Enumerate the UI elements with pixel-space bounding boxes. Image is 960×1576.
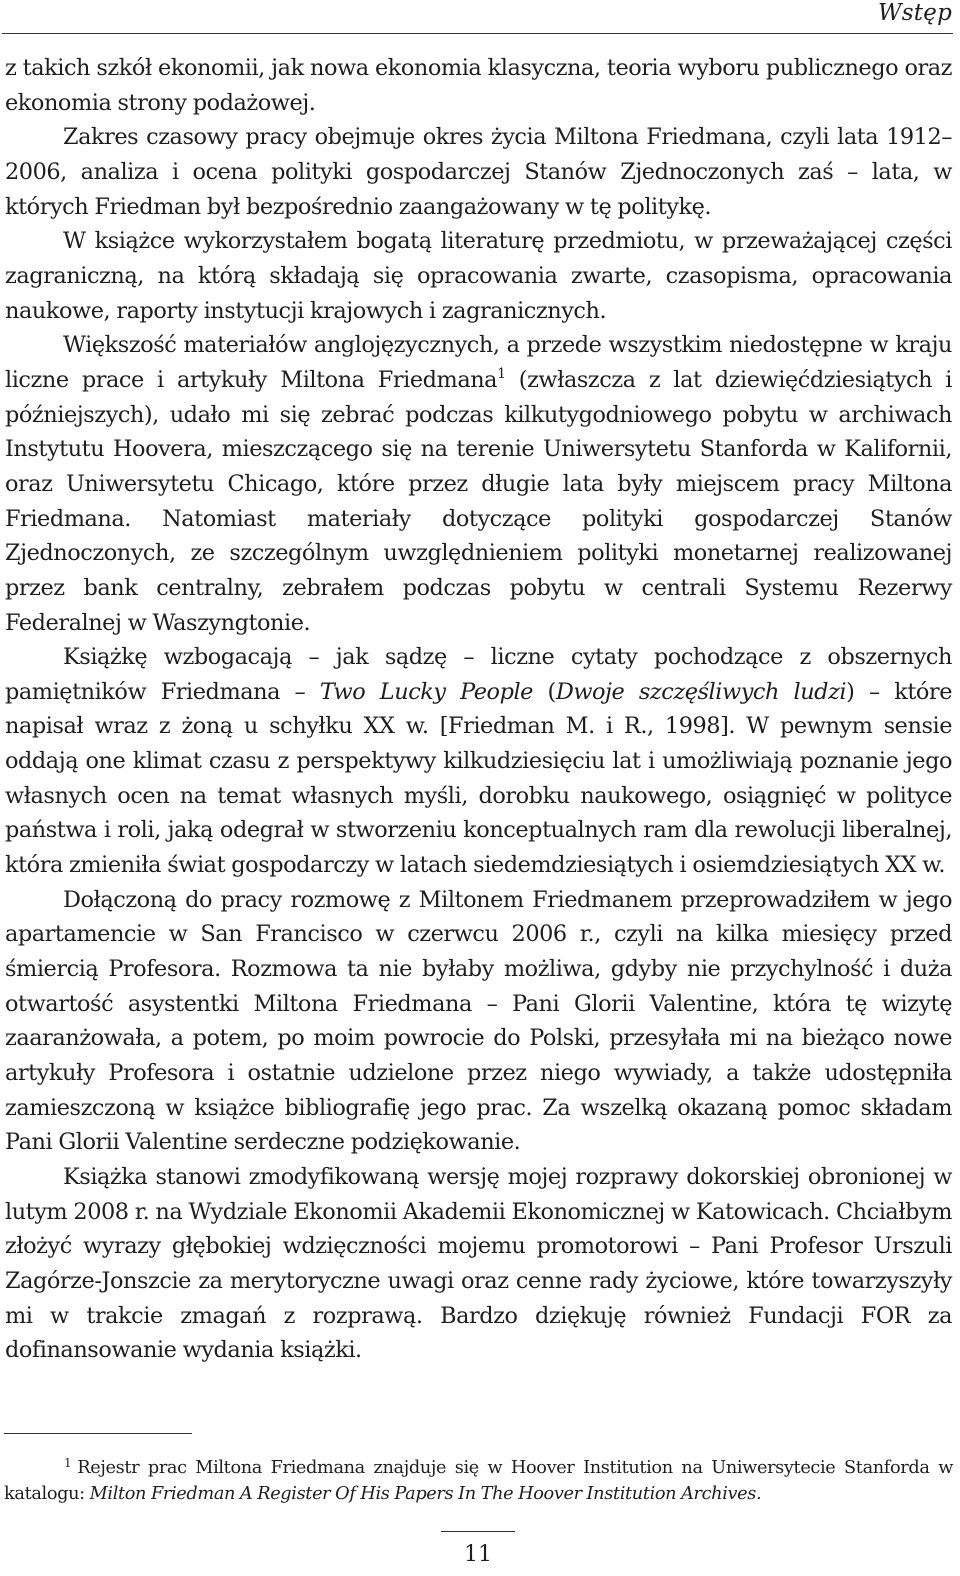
paragraph-continuation: z takich szkół ekonomii, jak nowa ekonomia klasyczna, teoria wyboru publicznego oraz ekonomia strony podażowej. [5,55,952,116]
page-number: 11 [464,1542,492,1567]
page-number-rule [441,1531,515,1532]
paragraph-sources-part-a: Większość materiałów anglojęzycznych, a przede wszystkim niedostępne w kraju liczne prace i artykuły Miltona Friedmana [5,332,952,393]
paragraph-time-scope: Zakres czasowy pracy obejmuje okres życia Miltona Friedmana, czyli lata 1912–2006, analiza i ocena polityki gospodarczej Stanów Zjednoczonych zaś – lata, w których Friedman był bezpośrednio zaangażowany w tę politykę. [5,124,952,220]
running-title: Wstęp [877,0,952,26]
footnote-paragraph [4,1455,953,1507]
footnote-rule [4,1433,192,1434]
memoir-title-polish: Dwoje szczęśliwych ludzi [555,678,847,705]
paragraph-sources-part-b: (zwłaszcza z lat dziewięćdziesiątych i późniejszych), udało mi się zebrać podczas kilkutygodniowego pobytu w archiwach Instytutu Hoovera, mieszczącego się na terenie Uniwersytetu Stanforda w Kalifornii, oraz Uniwersytetu Chicago, które przez długie lata były miejscem pracy Miltona Friedmana. Natomiast materiały dotyczące polityki gospodarczej Stanów Zjednoczonych, ze szczególnym uwzględnieniem polityki monetarnej realizowanej przez bank centralny, zebrałem podczas pobytu w centrali Systemu Rezerwy Federalnej w Waszyngtonie. [5,366,953,636]
footnote-number: 1 [64,1456,72,1470]
footnote-text: Rejestr prac Miltona Friedmana znajduje się w Hoover Institution na Uniwersytecie Stanforda w katalogu: [4,1458,953,1504]
paragraph-acknowledgements: Książka stanowi zmodyfikowaną wersję mojej rozprawy dokorskiej obronionej w lutym 2008 r. na Wydziale Ekonomii Akademii Ekonomicznej w Katowicach. Chciałbym złożyć wyrazy głębokiej wdzięczności mojemu promotorowi – Pani Profesor Urszuli Zagórze-Jonszcie za merytoryczne uwagi oraz cenne rady życiowe, które towarzyszyły mi w trakcie zmagań z rozprawą. Bardzo dziękuję również Fundacji FOR za dofinansowanie wydania książki. [5,1164,952,1364]
paragraph-interview: Dołączoną do pracy rozmowę z Miltonem Friedmanem przeprowadziłem w jego apartamencie w San Francisco w czerwcu 2006 r., czyli na kilka miesięcy przed śmiercią Profesora. Rozmowa ta nie byłaby możliwa, gdyby nie przychylność i duża otwartość asystentki Miltona Friedmana – Pani Glorii Valentine, która tę wizytę zaaranżowała, a potem, po moim powrocie do Polski, przesyłała mi na bieżąco nowe artykuły Profesora i ostatnie udzielone przez niego wywiady, a także udostępniła zamieszczoną w książce bibliografię jego prac. Za wszelką okazaną pomoc składam Pani Glorii Valentine serdeczne podziękowanie. [5,886,952,1156]
header-rule [2,33,953,34]
paragraph-sources [5,328,952,640]
paragraph-memoirs-part-a: Książkę wzbogacają – jak sądzę – liczne cytaty pochodzące z obszernych pamiętników Friedmana – [5,644,952,705]
footnote-catalog-title: Milton Friedman A Register Of His Papers In The Hoover Institution Archives. [89,1484,762,1504]
main-text [5,51,952,1368]
paragraph-memoirs [5,640,952,883]
memoir-title-english: Two Lucky People [319,678,533,705]
footnote [4,1455,953,1507]
paragraph-literature: W książce wykorzystałem bogatą literaturę przedmiotu, w przeważającej części zagraniczną, na którą składają się opracowania zwarte, czasopisma, opracowania naukowe, raporty instytucji krajowych i zagranicznych. [5,228,952,324]
paragraph-memoirs-part-c: ) – które napisał wraz z żoną u schyłku XX w. [Friedman M. i R., 1998]. W pewnym sensie oddają one klimat czasu z perspektywy kilkudziesięciu lat i umożliwiają poznanie jego własnych ocen na temat własnych myśli, dorobku naukowego, osiągnięć w polityce państwa i roli, jaką odegrał w stworzeniu konceptualnych ram dla rewolucji liberalnej, która zmieniła świat gospodarczy w latach siedemdziesiątych i osiemdziesiątych XX w. [5,678,952,879]
footnote-reference: 1 [497,365,506,382]
paragraph-memoirs-part-b: ( [532,678,556,705]
